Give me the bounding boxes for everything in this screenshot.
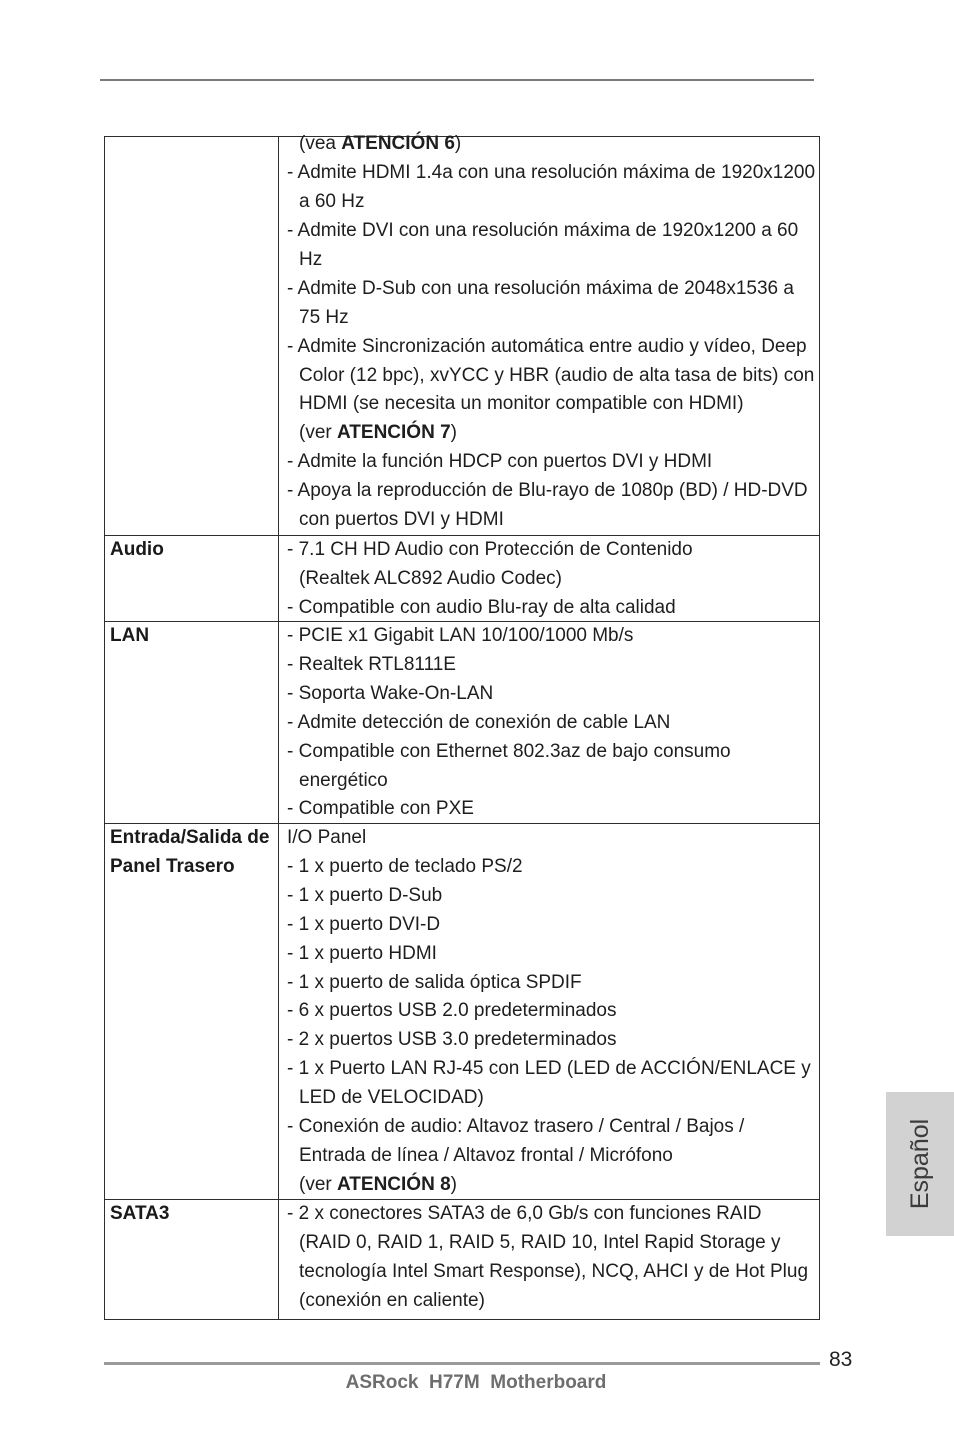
spec-line: - Conexión de audio: Altavoz trasero / Central / Bajos /: [287, 1116, 745, 1138]
spec-line: tecnología Intel Smart Response), NCQ, AHCI y de Hot Plug: [299, 1260, 809, 1282]
spec-line: - Admite DVI con una resolución máxima de 1920x1200 a 60: [287, 220, 799, 242]
spec-line: - Compatible con audio Blu-ray de alta calidad: [287, 596, 676, 618]
spec-line: - Admite Sincronización automática entre audio y vídeo, Deep: [287, 335, 807, 357]
spec-line: - 7.1 CH HD Audio con Protección de Contenido: [287, 539, 693, 560]
spec-line: energético: [299, 769, 388, 791]
spec-line: - Admite HDMI 1.4a con una resolución máxima de 1920x1200: [287, 162, 816, 184]
spec-line: LED de VELOCIDAD): [299, 1087, 484, 1109]
page-number: 83: [829, 1348, 853, 1371]
note-prefix: (vea: [299, 133, 342, 155]
spec-line: - 1 x puerto DVI-D: [287, 913, 441, 935]
spec-line: HDMI (se necesita un monitor compatible con HDMI): [299, 393, 744, 415]
header-rule: [100, 79, 814, 81]
spec-line: [287, 1171, 819, 1200]
spec-label-cell: [105, 1200, 279, 1319]
spec-values: [279, 536, 819, 621]
spec-row-sata3: [105, 1200, 819, 1320]
spec-values: [279, 824, 819, 1199]
spec-line: Entrada de línea / Altavoz frontal / Micrófono: [299, 1144, 673, 1166]
note-suffix: ): [454, 133, 462, 155]
spec-line: - Admite la función HDCP con puertos DVI y HDMI: [287, 451, 713, 473]
spec-line: - 1 x puerto D-Sub: [287, 884, 443, 906]
spec-row-audio: [105, 536, 819, 622]
spec-label-cell: [105, 137, 279, 535]
spec-label: Panel Trasero: [110, 855, 235, 877]
spec-line: - Apoya la reproducción de Blu-rayo de 1080p (BD) / HD-DVD: [287, 480, 808, 502]
note-prefix: (ver: [299, 422, 337, 444]
spec-label: Entrada/Salida de: [110, 827, 270, 848]
spec-row-continued: [105, 133, 819, 536]
spec-line: (conexión en caliente): [299, 1289, 485, 1311]
spec-line: [287, 419, 819, 448]
spec-line: - Soporta Wake-On-LAN: [287, 682, 494, 704]
language-tab-label: Español: [906, 1118, 934, 1210]
note-suffix: ): [450, 1173, 457, 1195]
spec-label-cell: [105, 536, 279, 621]
note-reference: ATENCIÓN 6: [341, 133, 455, 155]
spec-label-cell: [105, 824, 279, 1199]
note-suffix: ): [450, 422, 457, 444]
spec-values: [279, 1200, 819, 1319]
spec-line: - PCIE x1 Gigabit LAN 10/100/1000 Mb/s: [287, 625, 634, 646]
spec-label-cell: [105, 622, 279, 823]
footer-title: ASRock H77M Motherboard: [345, 1372, 607, 1393]
spec-line: - 1 x puerto de teclado PS/2: [287, 855, 523, 877]
spec-line: Hz: [299, 248, 323, 270]
spec-line: - Compatible con PXE: [287, 798, 474, 820]
spec-line: (Realtek ALC892 Audio Codec): [299, 567, 562, 589]
spec-label: LAN: [110, 625, 150, 646]
spec-line: - Admite detección de conexión de cable LAN: [287, 711, 671, 733]
spec-line: (RAID 0, RAID 1, RAID 5, RAID 10, Intel Rapid Storage y: [299, 1231, 781, 1253]
spec-line: - 1 x puerto HDMI: [287, 942, 437, 964]
spec-row-lan: [105, 622, 819, 824]
spec-line: - 2 x puertos USB 3.0 predeterminados: [287, 1029, 617, 1051]
spec-line: I/O Panel: [287, 827, 367, 848]
spec-line: - Realtek RTL8111E: [287, 653, 456, 675]
spec-table: [104, 133, 820, 1320]
footer-rule: [104, 1362, 820, 1365]
spec-values: [279, 622, 819, 823]
spec-line: - Admite D-Sub con una resolución máxima de 2048x1536 a: [287, 277, 794, 299]
spec-line: - 6 x puertos USB 2.0 predeterminados: [287, 1000, 617, 1022]
spec-line: Color (12 bpc), xvYCC y HBR (audio de alta tasa de bits) con: [299, 364, 815, 386]
spec-line: 75 Hz: [299, 306, 349, 328]
note-reference: ATENCIÓN 7: [337, 422, 451, 444]
spec-line: - 1 x puerto de salida óptica SPDIF: [287, 971, 582, 993]
spec-label: SATA3: [110, 1203, 170, 1224]
spec-values: [279, 133, 819, 535]
spec-line: con puertos DVI y HDMI: [299, 509, 504, 531]
spec-line: - Compatible con Ethernet 802.3az de bajo consumo: [287, 740, 731, 762]
spec-row-rear-panel-io: [105, 824, 819, 1200]
spec-line: [287, 130, 819, 159]
spec-line: a 60 Hz: [299, 191, 365, 213]
note-prefix: (ver: [299, 1173, 337, 1195]
spec-label: Audio: [110, 539, 164, 560]
note-reference: ATENCIÓN 8: [337, 1173, 451, 1195]
spec-line: - 1 x Puerto LAN RJ-45 con LED (LED de ACCIÓN/ENLACE y: [287, 1058, 811, 1080]
spec-line: - 2 x conectores SATA3 de 6,0 Gb/s con funciones RAID: [287, 1203, 762, 1224]
language-tab: [886, 1092, 954, 1236]
